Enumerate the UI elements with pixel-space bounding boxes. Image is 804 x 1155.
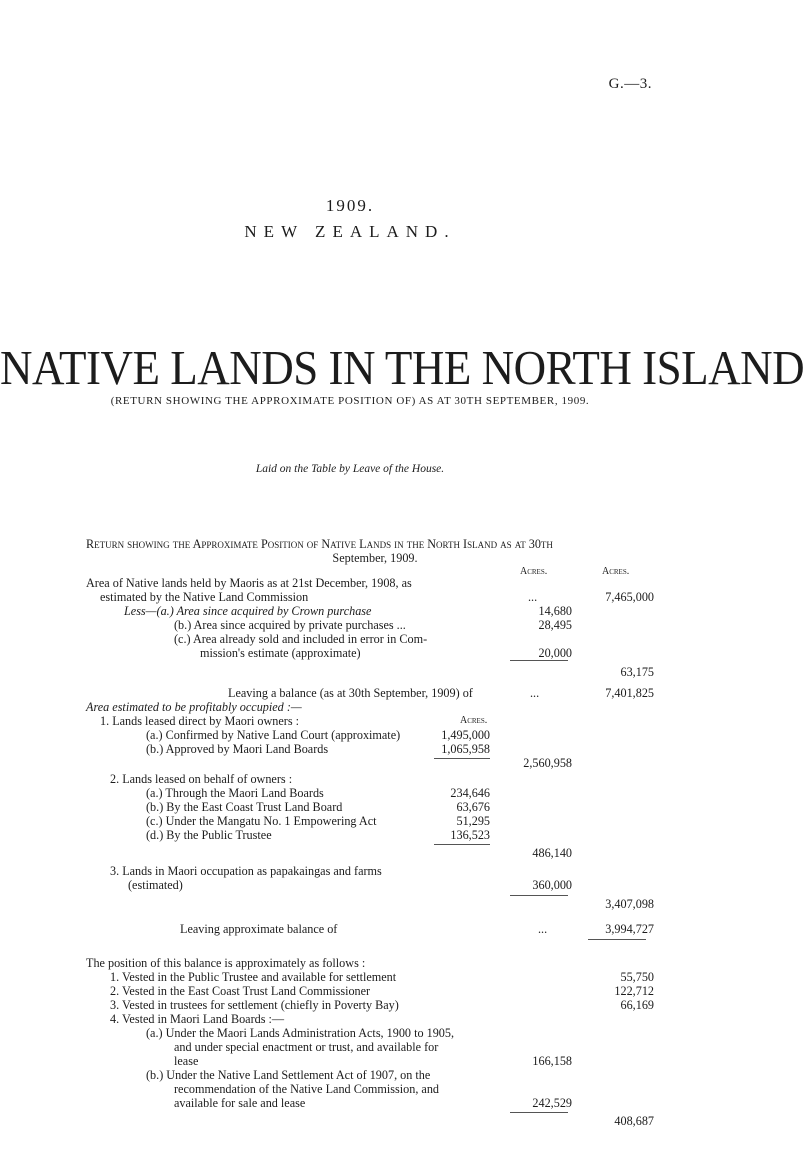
leaving-approx-dots: ... [538, 922, 548, 936]
item-1-heading: 1. Lands leased direct by Maori owners : [100, 714, 300, 728]
document-title: NATIVE LANDS IN THE NORTH ISLAND [0, 340, 804, 395]
less-b: (b.) Area since acquired by private purchases ... [174, 618, 406, 632]
document-year: 1909. [325, 196, 375, 215]
less-b-value: 28,495 [538, 618, 572, 632]
page-reference: G.—3. [608, 76, 652, 92]
return-heading-line2: September, 1909. [332, 551, 418, 565]
item-2-total: 486,140 [532, 846, 572, 860]
item-1b: (b.) Approved by Maori Land Boards [146, 742, 329, 756]
position-1-value: 55,750 [620, 970, 654, 984]
position-3: 3. Vested in trustees for settlement (chiefly in Poverty Bay) [110, 998, 399, 1012]
item-2b-value: 63,676 [456, 800, 490, 814]
item-1b-value: 1,065,958 [441, 742, 490, 756]
return-heading [86, 537, 664, 565]
position-2: 2. Vested in the East Coast Trust Land Commissioner [110, 984, 371, 998]
item-2-heading: 2. Lands leased on behalf of owners : [110, 772, 293, 786]
position-4: 4. Vested in Maori Land Boards :— [110, 1012, 285, 1026]
leaving-dots: ... [530, 686, 540, 700]
position-4b-line-3: available for sale and lease [174, 1096, 306, 1110]
return-heading-line1: Return showing the Approximate Position of Native Lands in the North Island as at 30th [86, 537, 553, 551]
rule-less [510, 660, 568, 661]
item-2a-value: 234,646 [450, 786, 490, 800]
item-2b: (b.) By the East Coast Trust Land Board [146, 800, 343, 814]
area-line-1: Area of Native lands held by Maoris as at 21st December, 1908, as [86, 576, 412, 590]
position-3-value: 66,169 [620, 998, 654, 1012]
position-4a-line-2: and under special enactment or trust, and available for [174, 1040, 439, 1054]
area-dots: ... [528, 590, 538, 604]
position-4-total: 408,687 [614, 1114, 654, 1128]
leaving-approx-label: Leaving approximate balance of [180, 922, 338, 936]
position-4a-value: 166,158 [532, 1054, 572, 1068]
position-2-value: 122,712 [614, 984, 654, 998]
position-4b-line-2: recommendation of the Native Land Commission, and [174, 1082, 440, 1096]
leaving-balance-label: Leaving a balance (as at 30th September, 1909) of [228, 686, 473, 700]
position-4a-line-1: (a.) Under the Maori Lands Administration Acts, 1900 to 1905, [146, 1026, 455, 1040]
rule-balance [588, 939, 646, 940]
item-2c-value: 51,295 [456, 814, 490, 828]
item-3-line-1: 3. Lands in Maori occupation as papakaingas and farms [110, 864, 382, 878]
less-c-line-2: mission's estimate (approximate) [200, 646, 361, 660]
less-a-value: 14,680 [538, 604, 572, 618]
rule-position-4 [510, 1112, 568, 1113]
position-heading: The position of this balance is approximately as follows : [86, 956, 366, 970]
position-4b-value: 242,529 [532, 1096, 572, 1110]
position-4b-line-1: (b.) Under the Native Land Settlement Act of 1907, on the [146, 1068, 431, 1082]
item-1a-value: 1,495,000 [441, 728, 490, 742]
column-header-acres-1: Acres. [520, 566, 548, 577]
laid-on-table-note: Laid on the Table by Leave of the House. [255, 463, 445, 475]
item-2c: (c.) Under the Mangatu No. 1 Empowering Act [146, 814, 377, 828]
area-line-2: estimated by the Native Land Commission [100, 590, 309, 604]
less-c-value: 20,000 [538, 646, 572, 660]
item-2a: (a.) Through the Maori Land Boards [146, 786, 324, 800]
document-subtitle: (RETURN SHOWING THE APPROXIMATE POSITION OF) AS AT 30TH SEPTEMBER, 1909. [110, 395, 590, 407]
rule-item-3 [510, 895, 568, 896]
position-1: 1. Vested in the Public Trustee and available for settlement [110, 970, 397, 984]
area-estimated-heading: Area estimated to be profitably occupied :— [86, 700, 302, 714]
item-1a: (a.) Confirmed by Native Land Court (approximate) [146, 728, 401, 742]
item-3-line-2: (estimated) [128, 878, 183, 892]
occupied-total: 3,407,098 [605, 897, 654, 911]
item-2d-value: 136,523 [450, 828, 490, 842]
rule-item-2 [434, 844, 490, 845]
item-1-total: 2,560,958 [523, 756, 572, 770]
item-2d: (d.) By the Public Trustee [146, 828, 272, 842]
column-header-acres-inner: Acres. [460, 715, 488, 726]
less-total: 63,175 [620, 665, 654, 679]
item-3-value: 360,000 [532, 878, 572, 892]
country-name: NEW ZEALAND. [244, 222, 456, 241]
area-total: 7,465,000 [605, 590, 654, 604]
column-header-acres-2: Acres. [602, 566, 630, 577]
leaving-balance-value: 7,401,825 [605, 686, 654, 700]
leaving-approx-value: 3,994,727 [605, 922, 654, 936]
less-c-line-1: (c.) Area already sold and included in error in Com- [174, 632, 428, 646]
rule-item-1 [434, 758, 490, 759]
position-4a-line-3: lease [174, 1054, 199, 1068]
less-a: Less—(a.) Area since acquired by Crown purchase [124, 604, 372, 618]
